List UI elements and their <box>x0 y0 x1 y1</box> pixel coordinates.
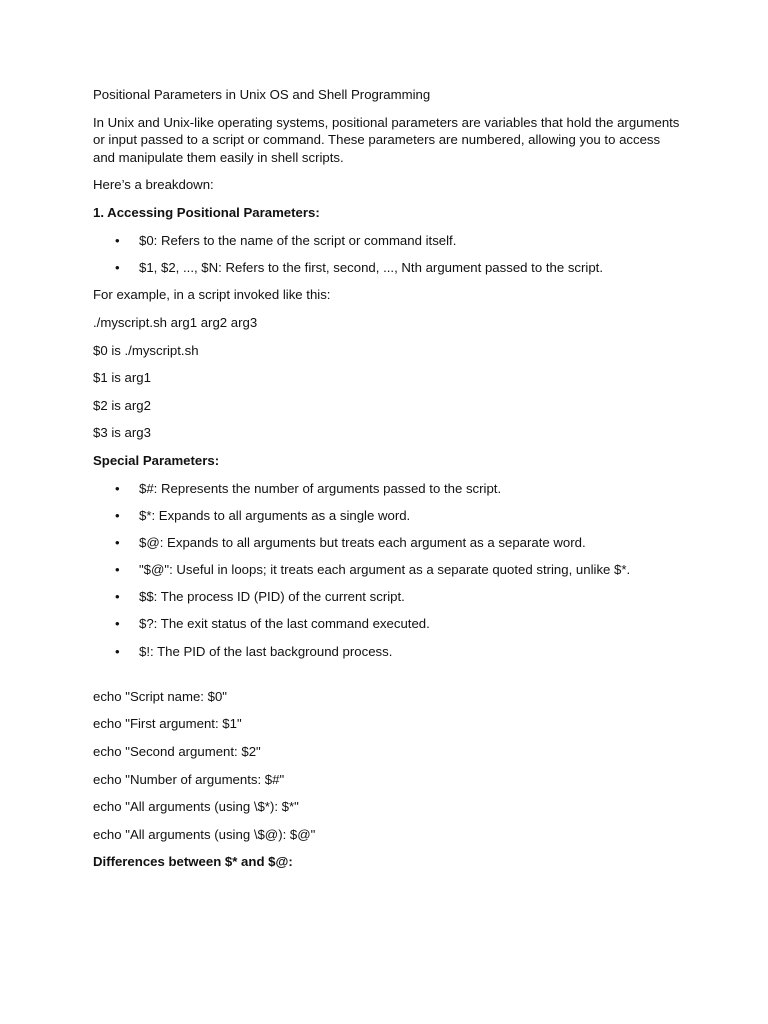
list-item: • $!: The PID of the last background process. <box>115 643 393 659</box>
example-line: $0 is ./myscript.sh <box>93 342 199 358</box>
code-line: echo "First argument: $1" <box>93 716 242 732</box>
example-intro: For example, in a script invoked like this: <box>93 287 331 303</box>
bullet-icon: • <box>115 259 120 275</box>
list-item: • $?: The exit status of the last command executed. <box>115 616 430 632</box>
example-line: $3 is arg3 <box>93 425 151 441</box>
code-line: echo "Second argument: $2" <box>93 744 261 759</box>
example-line: $2 is arg2 <box>93 397 151 413</box>
list-item: • $$: The process ID (PID) of the current script. <box>115 589 405 605</box>
list-item: • $*: Expands to all arguments as a single word. <box>115 507 411 523</box>
document-title: Positional Parameters in Unix OS and Shell Programming <box>93 87 431 102</box>
list-item: • $0: Refers to the name of the script or command itself. <box>115 232 457 248</box>
example-line: ./myscript.sh arg1 arg2 arg3 <box>93 314 258 330</box>
list-item: • $@: Expands to all arguments but treats each argument as a separate word. <box>115 534 586 550</box>
special-list <box>93 480 683 661</box>
bullet-icon: • <box>115 589 120 605</box>
blank-line <box>93 670 683 688</box>
document-page <box>93 86 683 881</box>
code-line: echo "Number of arguments: $#" <box>93 771 285 787</box>
section1-list <box>93 232 683 277</box>
bullet-icon: • <box>115 534 120 550</box>
list-item: • "$@": Useful in loops; it treats each argument as a separate quoted string, unlike $*. <box>115 562 631 578</box>
code-line: echo "All arguments (using \$*): $*" <box>93 799 299 815</box>
bullet-icon: • <box>115 562 120 578</box>
list-item: • $#: Represents the number of arguments passed to the script. <box>115 480 502 496</box>
code-line: echo "All arguments (using \$@): $@" <box>93 826 316 842</box>
bullet-icon: • <box>115 643 120 659</box>
bullet-icon: • <box>115 616 120 632</box>
list-item: • $1, $2, ..., $N: Refers to the first, second, ..., Nth argument passed to the script. <box>115 259 603 275</box>
breakdown-line: Here’s a breakdown: <box>93 177 214 193</box>
intro-paragraph: In Unix and Unix-like operating systems, positional parameters are variables that hold the arguments or input passed to a script or command. These parameters are numbered, allowing you to access and manipulate them easily in shell scripts. <box>93 114 680 165</box>
differences-heading: Differences between $* and $@: <box>93 854 293 870</box>
bullet-icon: • <box>115 480 120 496</box>
code-line: echo "Script name: $0" <box>93 688 227 704</box>
example-line: $1 is arg1 <box>93 370 151 386</box>
bullet-icon: • <box>115 507 120 523</box>
bullet-icon: • <box>115 232 120 248</box>
special-heading: Special Parameters: <box>93 452 220 468</box>
section1-heading: 1. Accessing Positional Parameters: <box>93 204 320 220</box>
